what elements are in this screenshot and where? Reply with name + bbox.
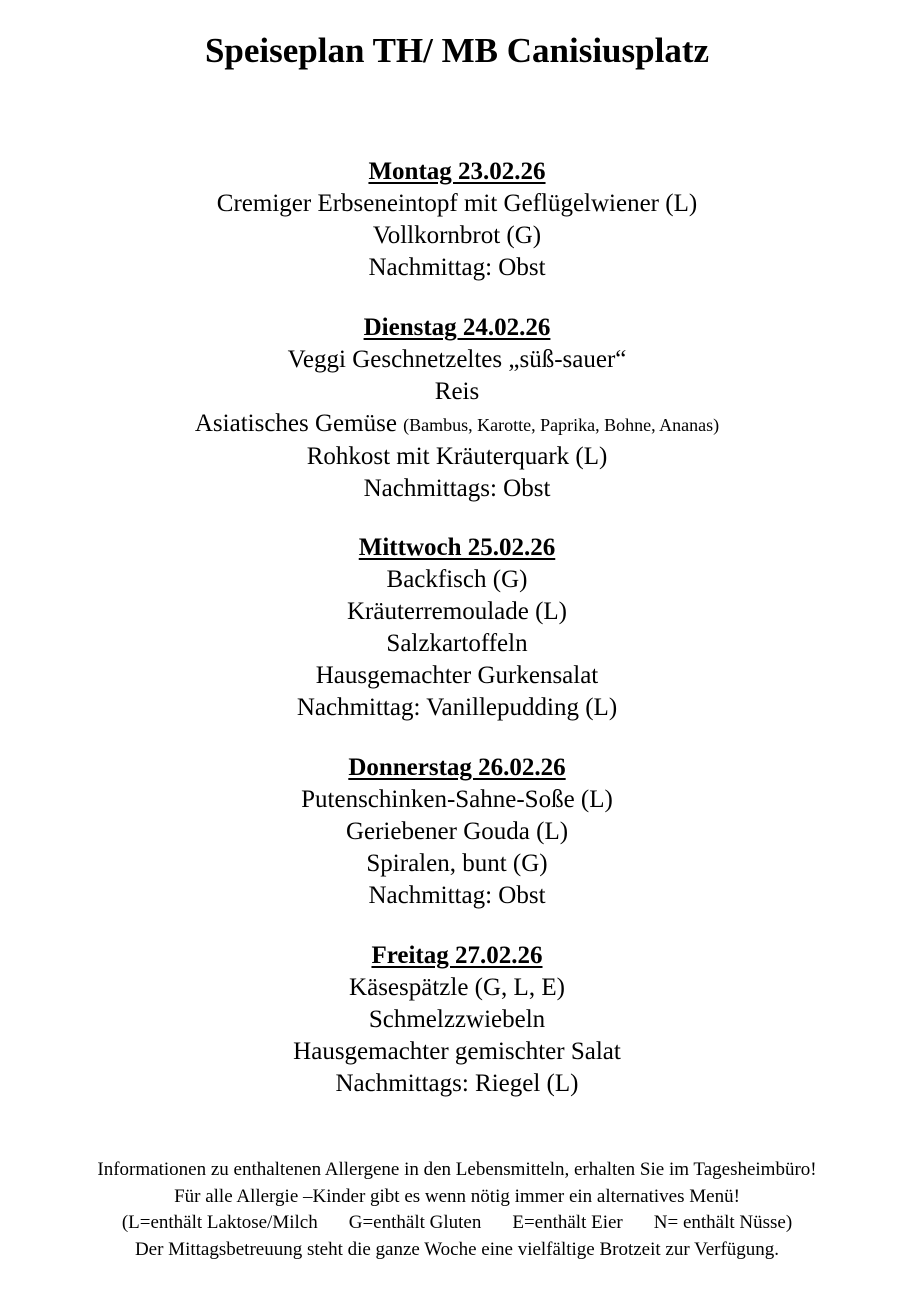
menu-item: Nachmittags: Obst (363, 475, 551, 502)
menu-item: Veggi Geschnetzeltes „süß-sauer“ (287, 346, 627, 373)
menu-item: Nachmittag: Obst (368, 882, 546, 909)
menu-item: Schmelzzwiebeln (368, 1006, 546, 1033)
legend-gluten: G=enthält Gluten (348, 1212, 482, 1233)
page-title: Speiseplan TH/ MB Canisiusplatz (204, 31, 710, 70)
day-heading: Donnerstag 26.02.26 (348, 754, 566, 781)
day-thursday (0, 752, 914, 912)
menu-item-text: Asiatisches Gemüse (194, 410, 404, 437)
menu-item: Nachmittag: Vanillepudding (L) (296, 694, 618, 721)
allergen-legend (0, 1210, 914, 1237)
menu-item: Nachmittags: Riegel (L) (335, 1070, 579, 1097)
brotzeit-text: Der Mittagsbetreuung steht die ganze Woche eine vielfältige Brotzeit zur Verfügung. (134, 1238, 780, 1260)
day-friday (0, 940, 914, 1100)
menu-item: Backfisch (G) (386, 566, 528, 593)
day-tuesday (0, 312, 914, 505)
day-wednesday (0, 532, 914, 724)
day-heading: Montag 23.02.26 (368, 158, 546, 185)
menu-item: Putenschinken-Sahne-Soße (L) (301, 786, 613, 813)
legend-nuts: N= enthält Nüsse) (653, 1212, 793, 1233)
day-monday (0, 156, 914, 284)
legend-lactose: (L=enthält Laktose/Milch (121, 1212, 318, 1233)
menu-item: Rohkost mit Kräuterquark (L) (306, 443, 608, 470)
allergen-info-text: Informationen zu enthaltenen Allergene in den Lebensmitteln, erhalten Sie im Tagesheimbüro! (97, 1159, 817, 1180)
menu-item: Käsespätzle (G, L, E) (349, 974, 565, 1001)
day-heading: Dienstag 24.02.26 (363, 314, 551, 341)
menu-item: Nachmittag: Obst (368, 254, 546, 281)
legend-eggs: E=enthält Eier (512, 1212, 623, 1233)
menu-item: Kräuterremoulade (L) (346, 598, 568, 625)
menu-item: Cremiger Erbseneintopf mit Geflügelwiener (L) (216, 190, 698, 217)
menu-item (0, 408, 914, 441)
menu-item: Geriebener Gouda (L) (345, 818, 569, 845)
menu-item: Vollkornbrot (G) (372, 222, 542, 249)
menu-item: Hausgemachter Gurkensalat (315, 662, 599, 689)
menu-item: Hausgemachter gemischter Salat (293, 1038, 621, 1065)
day-heading: Freitag 27.02.26 (371, 942, 543, 969)
alternative-menu-text: Für alle Allergie –Kinder gibt es wenn nötig immer ein alternatives Menü! (174, 1185, 740, 1207)
menu-item: Reis (434, 378, 480, 405)
menu-item-note: (Bambus, Karotte, Paprika, Bohne, Ananas) (403, 415, 720, 435)
allergen-footer (0, 1157, 914, 1263)
day-heading: Mittwoch 25.02.26 (358, 534, 556, 561)
menu-item: Spiralen, bunt (G) (366, 850, 548, 877)
menu-item: Salzkartoffeln (386, 630, 528, 657)
